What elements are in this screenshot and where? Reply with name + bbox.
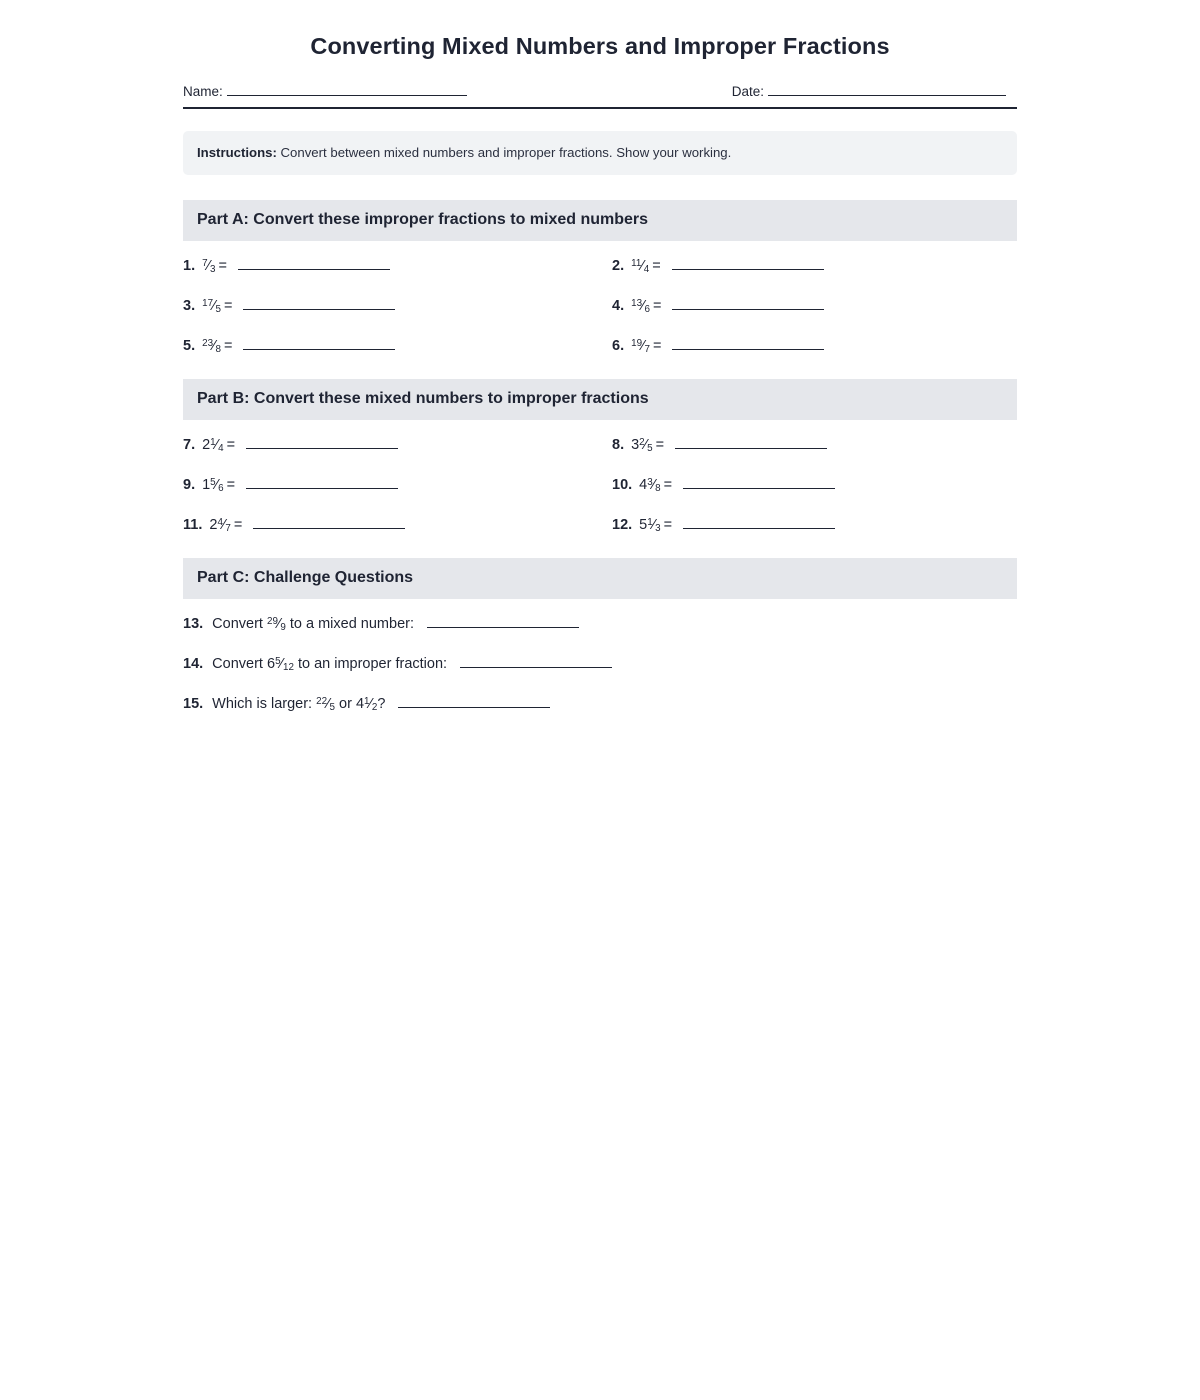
answer-blank[interactable] [460, 655, 612, 668]
question-item [612, 337, 1017, 354]
equals-sign: = [655, 437, 665, 454]
question-number: 4. [612, 298, 625, 315]
name-input-blank[interactable] [227, 82, 467, 96]
fraction [202, 477, 223, 493]
denominator: 9 [280, 622, 286, 634]
question-expression [639, 517, 660, 533]
numerator: 7 [202, 258, 208, 270]
numerator: 5 [210, 477, 216, 489]
fraction-slash: ⁄ [369, 696, 372, 713]
name-date-row [183, 82, 1017, 99]
question-item [183, 436, 612, 453]
question-number: 12. [612, 517, 633, 534]
question-number: 14. [183, 656, 204, 673]
fraction [202, 258, 215, 274]
question-number: 2. [612, 258, 625, 275]
question-expression [202, 338, 221, 354]
answer-blank[interactable] [238, 257, 390, 270]
question-expression [631, 298, 650, 314]
fraction-slash: ⁄ [327, 696, 330, 713]
question-number: 15. [183, 696, 204, 713]
equals-sign: = [223, 298, 233, 315]
answer-blank[interactable] [672, 337, 824, 350]
denominator: 6 [218, 483, 224, 495]
whole-number-part: 4 [639, 477, 648, 494]
date-field-group [732, 82, 1006, 99]
fraction [631, 437, 652, 453]
question-item [612, 476, 1017, 493]
answer-blank[interactable] [253, 516, 405, 529]
denominator: 4 [218, 443, 224, 455]
question-number: 9. [183, 477, 196, 494]
header-divider [183, 107, 1017, 109]
question-number: 1. [183, 258, 196, 275]
numerator: 11 [631, 258, 642, 270]
fraction-slash: ⁄ [277, 616, 281, 633]
answer-blank[interactable] [675, 436, 827, 449]
equals-sign: = [218, 258, 227, 275]
equals-sign: = [663, 477, 673, 494]
instructions-label: Instructions: [197, 145, 277, 160]
instructions-box [183, 131, 1017, 175]
fraction-slash: ⁄ [213, 298, 216, 315]
question-text [212, 656, 447, 672]
fraction [631, 338, 650, 354]
question-number: 5. [183, 338, 196, 355]
numerator: 1 [647, 517, 653, 529]
name-field-group [183, 82, 467, 99]
equals-sign: = [226, 477, 236, 494]
whole-number-part: 5 [639, 517, 648, 534]
whole-number-part: 2 [202, 437, 211, 454]
question-item [612, 297, 1017, 314]
fraction-slash: ⁄ [642, 298, 645, 315]
numerator: 23 [202, 338, 214, 350]
equals-sign: = [233, 517, 243, 534]
question-item [183, 337, 612, 354]
answer-blank[interactable] [243, 297, 395, 310]
question-text-before: Convert [212, 656, 267, 673]
section-header-part-a: Part A: Convert these improper fractions to mixed numbers [183, 200, 1017, 241]
part-b-questions [183, 436, 1017, 533]
denominator: 12 [282, 662, 294, 674]
fraction-slash: ⁄ [207, 258, 210, 275]
equals-sign: = [226, 437, 236, 454]
question-number: 13. [183, 616, 204, 633]
challenge-question-item [183, 695, 1017, 712]
part-a-questions [183, 257, 1017, 354]
question-text-before: Convert [212, 616, 267, 633]
instructions-text: Convert between mixed numbers and improper fractions. Show your working. [276, 145, 732, 160]
part-c-questions [183, 615, 1017, 712]
question-number: 11. [183, 517, 203, 534]
numerator: 29 [266, 616, 278, 628]
denominator: 7 [644, 344, 650, 356]
fraction-slash: ⁄ [641, 258, 644, 275]
question-expression [631, 437, 652, 453]
numerator: 5 [275, 656, 281, 668]
fraction-slash: ⁄ [213, 338, 216, 355]
name-label: Name: [183, 84, 223, 99]
section-header-part-b: Part B: Convert these mixed numbers to improper fractions [183, 379, 1017, 420]
fraction-slash: ⁄ [652, 517, 656, 534]
denominator: 4 [643, 264, 650, 276]
denominator: 7 [225, 523, 231, 535]
question-item [183, 516, 612, 533]
fraction [202, 298, 221, 314]
fraction-secondary [356, 696, 377, 712]
numerator: 3 [647, 477, 653, 489]
answer-blank[interactable] [672, 297, 824, 310]
question-text-after: ? [377, 696, 386, 713]
whole-number-part: 6 [266, 656, 276, 673]
fraction-primary [267, 616, 286, 632]
numerator: 17 [202, 298, 214, 310]
question-expression [631, 258, 649, 274]
answer-blank[interactable] [246, 436, 398, 449]
question-number: 7. [183, 437, 196, 454]
numerator: 13 [631, 298, 643, 310]
fraction [631, 258, 649, 274]
question-text-middle: or [334, 696, 356, 713]
answer-blank[interactable] [243, 337, 395, 350]
question-item [612, 257, 1017, 274]
question-item [183, 257, 612, 274]
question-item [612, 516, 1017, 533]
whole-number-part: 2 [209, 517, 218, 534]
denominator: 5 [647, 443, 653, 455]
question-expression [639, 477, 660, 493]
equals-sign: = [663, 517, 673, 534]
whole-number-part: 3 [631, 437, 640, 454]
question-expression [202, 477, 223, 493]
worksheet-content [183, 0, 1017, 735]
question-number: 6. [612, 338, 625, 355]
numerator: 22 [316, 696, 328, 708]
equals-sign: = [652, 258, 661, 275]
equals-sign: = [652, 298, 662, 315]
fraction-primary [316, 696, 335, 712]
answer-blank[interactable] [246, 476, 398, 489]
challenge-question-item [183, 655, 1017, 672]
question-number: 10. [612, 477, 633, 494]
fraction-slash: ⁄ [280, 656, 283, 673]
denominator: 5 [329, 702, 335, 714]
fraction [639, 517, 660, 533]
fraction [202, 437, 223, 453]
whole-number-part: 1 [202, 477, 211, 494]
numerator: 4 [217, 517, 223, 529]
question-text [212, 616, 414, 632]
question-text [212, 696, 385, 712]
numerator: 1 [364, 696, 370, 708]
fraction [631, 298, 650, 314]
equals-sign: = [652, 338, 662, 355]
fraction-slash: ⁄ [642, 338, 645, 355]
denominator: 5 [215, 304, 221, 316]
answer-blank[interactable] [398, 695, 550, 708]
numerator: 2 [639, 437, 645, 449]
fraction-slash: ⁄ [652, 477, 656, 494]
answer-blank[interactable] [427, 615, 579, 628]
question-item [183, 476, 612, 493]
question-expression [209, 517, 230, 533]
fraction [639, 477, 660, 493]
fraction [202, 338, 221, 354]
question-number: 8. [612, 437, 625, 454]
denominator: 8 [655, 483, 661, 495]
denominator: 6 [644, 304, 650, 316]
denominator: 3 [655, 523, 661, 535]
question-item [612, 436, 1017, 453]
answer-blank[interactable] [683, 476, 835, 489]
question-item [183, 297, 612, 314]
fraction-slash: ⁄ [222, 517, 226, 534]
question-expression [202, 437, 223, 453]
fraction-slash: ⁄ [644, 437, 648, 454]
page-title: Converting Mixed Numbers and Improper Fractions [310, 33, 890, 59]
question-text-before: Which is larger: [212, 696, 317, 713]
numerator: 1 [210, 437, 216, 449]
question-text-after: to an improper fraction: [293, 656, 448, 673]
question-text-after: to a mixed number: [285, 616, 414, 633]
fraction-slash: ⁄ [215, 477, 219, 494]
question-expression [202, 298, 221, 314]
fraction [209, 517, 230, 533]
equals-sign: = [223, 338, 233, 355]
fraction-slash: ⁄ [215, 437, 219, 454]
answer-blank[interactable] [672, 257, 824, 270]
question-number: 3. [183, 298, 196, 315]
numerator: 19 [631, 338, 643, 350]
answer-blank[interactable] [683, 516, 835, 529]
question-expression [202, 258, 215, 274]
section-header-part-c: Part C: Challenge Questions [183, 558, 1017, 599]
date-label: Date: [731, 84, 765, 99]
denominator: 8 [215, 344, 221, 356]
fraction-primary [267, 656, 294, 672]
denominator: 3 [210, 264, 216, 276]
denominator: 2 [371, 702, 378, 714]
whole-number-part: 4 [355, 696, 365, 713]
date-input-blank[interactable] [768, 82, 1006, 96]
question-expression [631, 338, 650, 354]
challenge-question-item [183, 615, 1017, 632]
